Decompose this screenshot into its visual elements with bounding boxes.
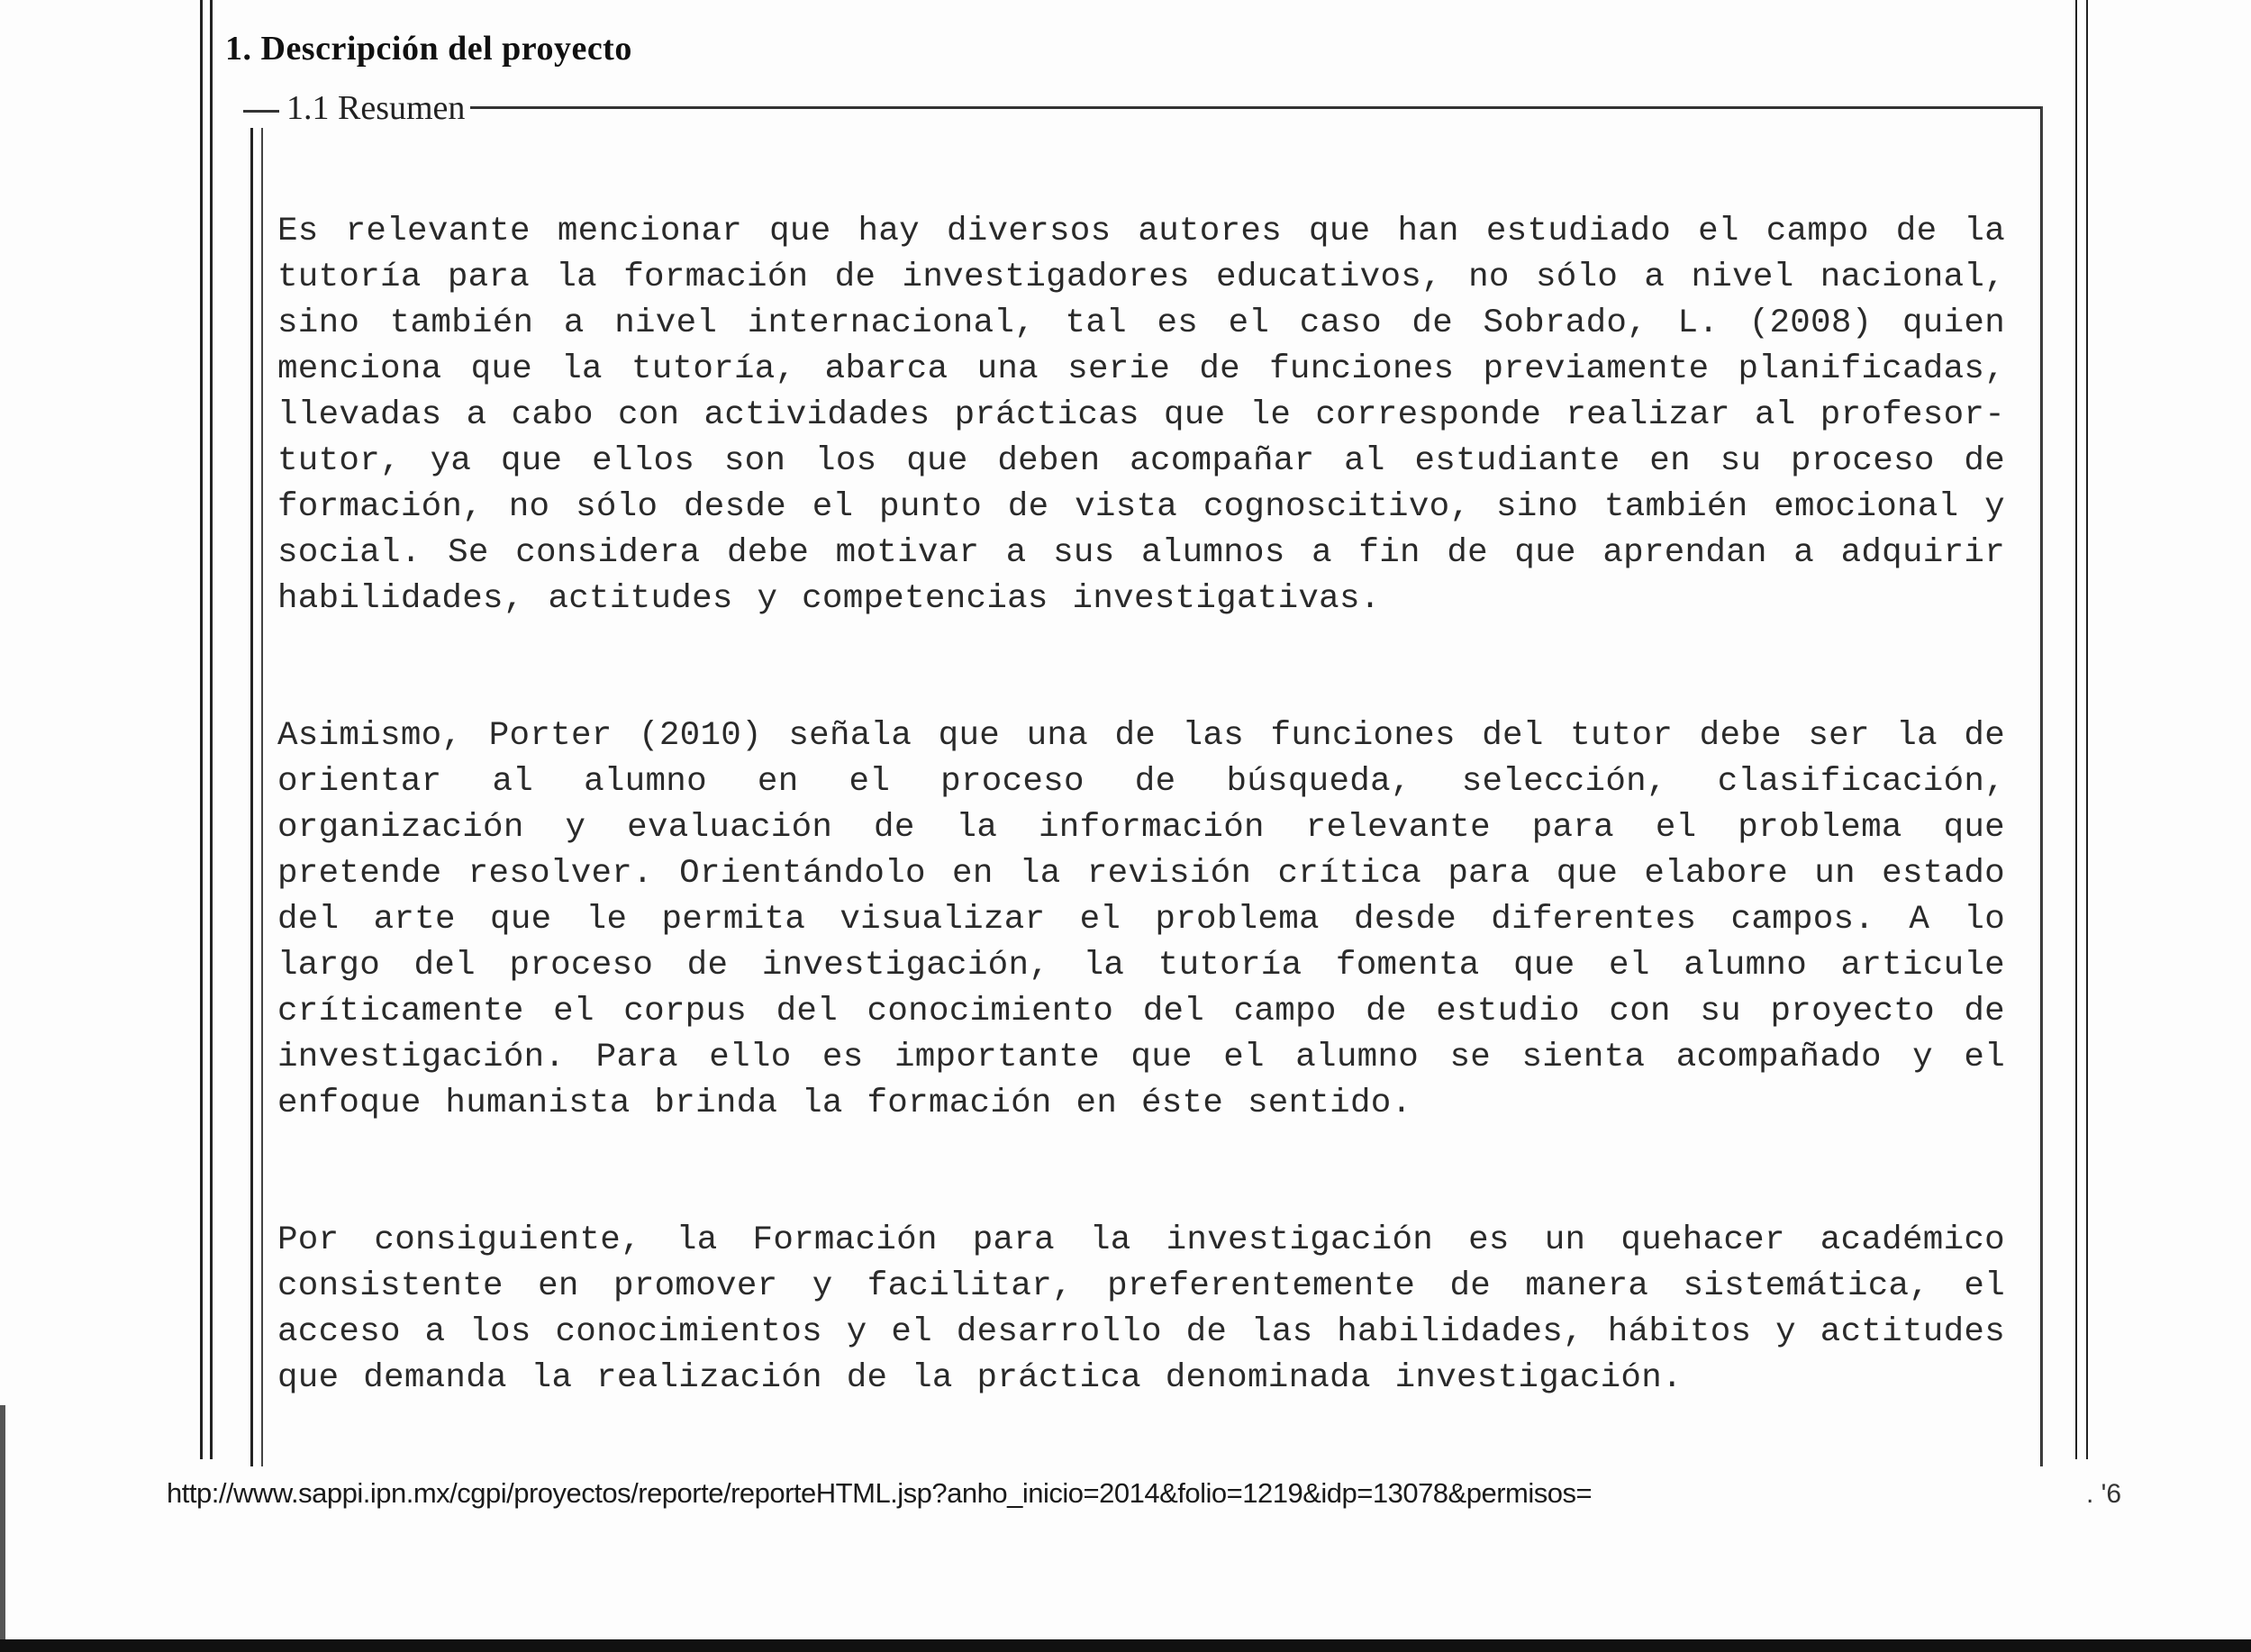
subsection-title — [238, 88, 470, 128]
scan-edge-shadow — [0, 1405, 5, 1652]
outer-left-rule-inner — [210, 0, 213, 1459]
outer-right-rule — [2075, 0, 2077, 1459]
frame-inner-left-line — [261, 106, 263, 1466]
scan-bottom-shadow — [0, 1639, 2251, 1652]
summary-paragraph-1: Es relevante mencionar que hay diversos autores que han estudiado el campo de la tutoría para la formación de investigadores educativos, no sólo a nivel nacional, sino también a nivel internacional, tal es el caso de Sobrado, L. (2008) quien menciona que la tutoría, abarca una serie de funciones previamente planificadas, llevadas a cabo con actividades prácticas que le corresponde realizar al profesor-tutor, ya que ellos son los que deben acompañar al estudiante en su proceso de formación, no sólo desde el punto de vista cognoscitivo, sino también emocional y social. Se considera debe motivar a sus alumnos a fin de que aprendan a adquirir habilidades, actitudes y competencias investigativas. — [277, 213, 2005, 618]
footer-page-number: . '6 — [2086, 1479, 2122, 1509]
subsection-title-text: 1.1 Resumen — [286, 89, 466, 127]
frame-inner-right-line — [2041, 106, 2043, 1466]
outer-left-rule — [200, 0, 203, 1459]
footer-url: http://www.sappi.ipn.mx/cgpi/proyectos/reporte/reporteHTML.jsp?anho_inicio=2014&folio=1219&idp=13078&permisos= — [167, 1477, 1593, 1509]
outer-right-rule-inner — [2086, 0, 2088, 1459]
summary-paragraph-3: Por consiguiente, la Formación para la investigación es un quehacer académico consistente en promover y facilitar, preferentemente de manera sistemática, el acceso a los conocimientos y el desarrollo de las habilidades, hábitos y actitudes que demanda la realización de la práctica denominada investigación. — [277, 1221, 2005, 1397]
section-title: 1. Descripción del proyecto — [225, 30, 632, 68]
summary-paragraph-2: Asimismo, Porter (2010) señala que una de las funciones del tutor debe ser la de orientar al alumno en el proceso de búsqueda, selección, clasificación, organización y evaluación de la información relevante para el problema que pretende resolver. Orientándolo en la revisión crítica para que elabore un estado del arte que le permita visualizar el problema desde diferentes campos. A lo largo del proceso de investigación, la tutoría fomenta que el alumno articule críticamente el corpus del conocimiento del campo de estudio con su proyecto de investigación. Para ello es importante que el alumno se sienta acompañado y el enfoque humanista brinda la formación en éste sentido. — [277, 717, 2005, 1122]
